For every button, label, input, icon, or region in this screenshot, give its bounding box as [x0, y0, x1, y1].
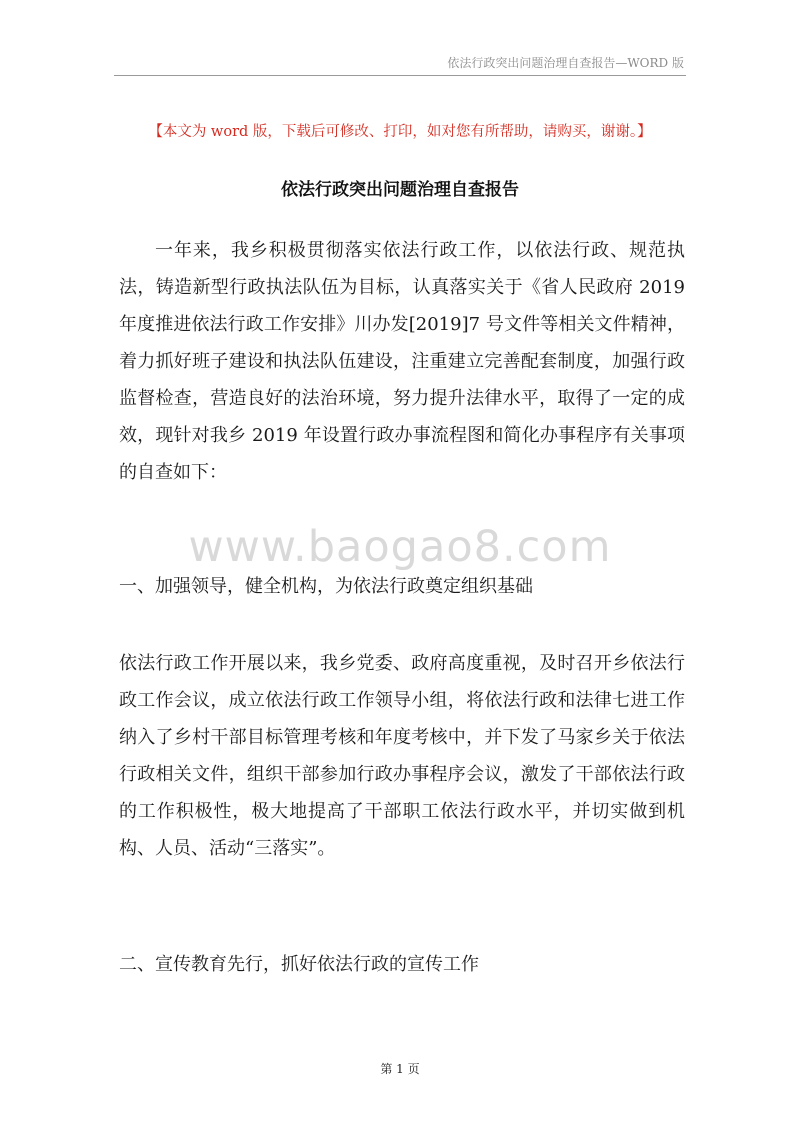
section-heading: 二、宣传教育先行，抓好依法行政的宣传工作 — [119, 954, 479, 975]
document-title: 依法行政突出问题治理自查报告 — [281, 180, 519, 200]
running-header: 依法行政突出问题治理自查报告—WORD 版 — [447, 56, 684, 70]
purchase-notice: 【本文为 word 版，下载后可修改、打印，如对您有所帮助，请购买，谢谢。】 — [148, 124, 652, 140]
watermark: www.baogao8.com — [188, 522, 612, 572]
intro-paragraph: 一年来，我乡积极贯彻落实依法行政工作，以依法行政、规范执法，铸造新型行政执法队伍为目标，认真落实关于《省人民政府 2019 年度推进依法行政工作安排》川办发[2019]7 号文件等相关文件精神，着力抓好班子建设和执法队伍建设，注重建立完善配套制度，加强行政监督检查，营造良好的法治环境，努力提升法律水平，取得了一定的成效，现针对我乡 2019 年设置行政办事流程图和简化办事程序有关事项的自查如下： — [119, 240, 685, 483]
section-paragraph: 依法行政工作开展以来，我乡党委、政府高度重视，及时召开乡依法行政工作会议，成立依法行政工作领导小组，将依法行政和法律七进工作纳入了乡村干部目标管理考核和年度考核中，并下发了马家乡关于依法行政相关文件，组织干部参加行政办事程序会议，激发了干部依法行政的工作积极性，极大地提高了干部职工依法行政水平，并切实做到机构、人员、活动“三落实”。 — [119, 653, 685, 859]
section-heading: 一、加强领导，健全机构，为依法行政奠定组织基础 — [119, 576, 533, 597]
header-divider — [114, 75, 686, 76]
page-number: 第 1 页 — [380, 1062, 420, 1076]
